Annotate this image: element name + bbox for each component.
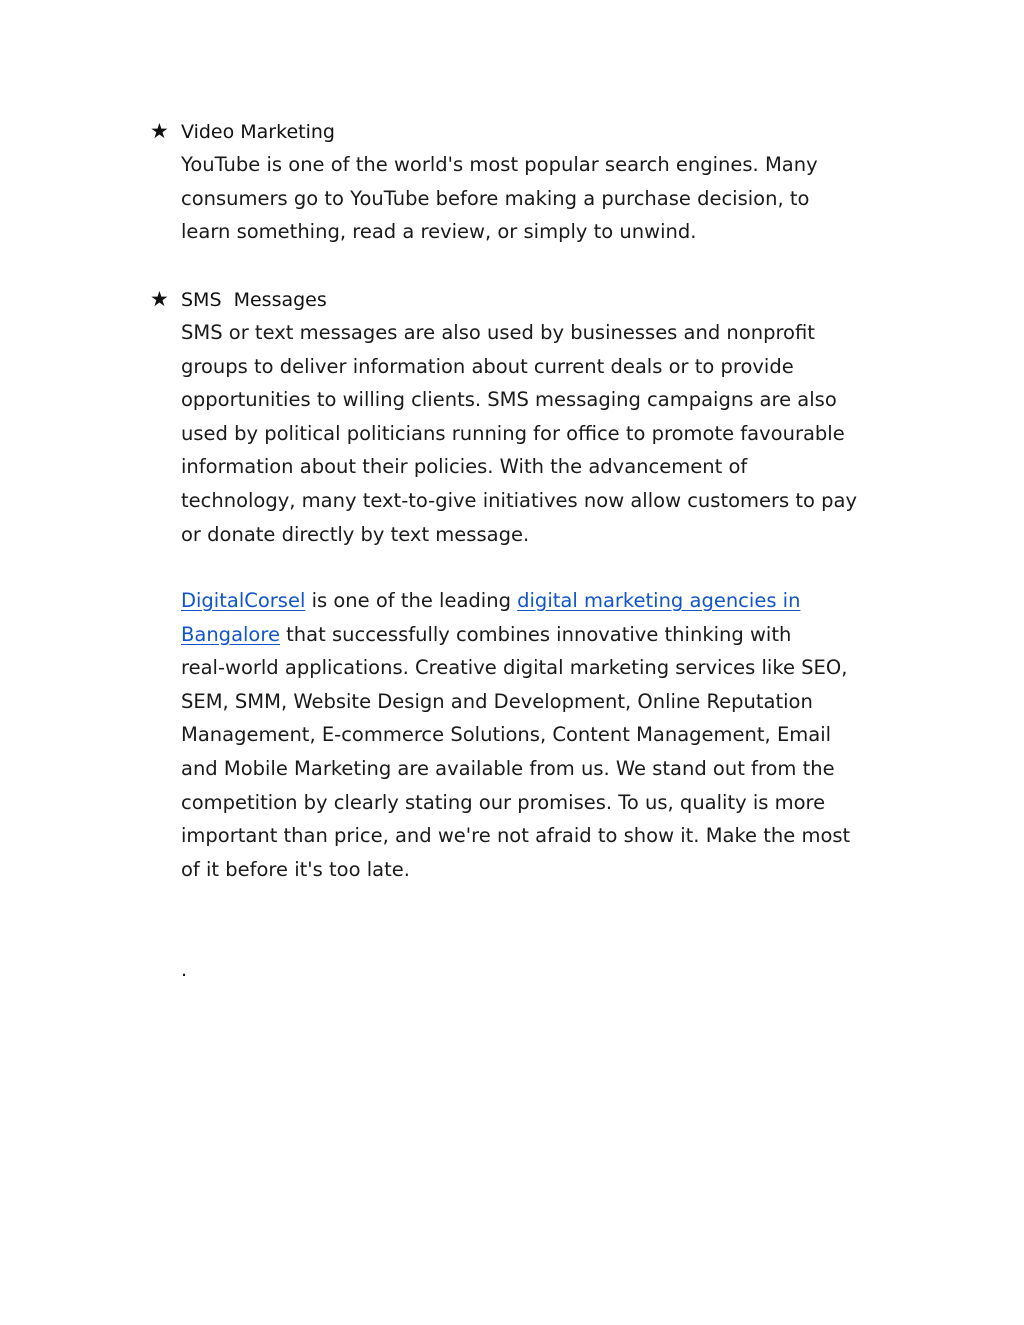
body-line — [181, 618, 909, 652]
body-line: opportunities to willing clients. SMS messaging campaigns are also — [181, 388, 837, 412]
section-heading: Video Marketing — [181, 121, 335, 143]
section-body — [181, 316, 909, 551]
body-line: competition by clearly stating our promises. To us, quality is more — [181, 790, 826, 814]
closing-paragraph — [181, 584, 909, 886]
section-video-marketing — [150, 114, 910, 249]
body-line: of it before it's too late. — [181, 857, 410, 881]
trailing-period: . — [181, 959, 188, 981]
star-bullet-icon: ★ — [150, 287, 169, 311]
body-line: used by political politicians running for office to promote favourable — [181, 421, 845, 445]
body-line: and Mobile Marketing are available from us. We stand out from the — [181, 756, 835, 780]
digitalcorsel-link[interactable]: DigitalCorsel — [181, 589, 306, 612]
body-line: learn something, read a review, or simply to unwind. — [181, 220, 697, 244]
body-line: real-world applications. Creative digital marketing services like SEO, — [181, 656, 848, 680]
bangalore-link[interactable]: Bangalore — [181, 622, 280, 646]
body-line: information about their policies. With the advancement of — [181, 455, 748, 479]
body-line: consumers go to YouTube before making a purchase decision, to — [181, 186, 810, 210]
body-line: technology, many text-to-give initiatives now allow customers to pay — [181, 488, 858, 512]
body-line: or donate directly by text message. — [181, 522, 530, 546]
body-text-span: is one of the leading — [305, 589, 518, 612]
body-line: SEM, SMM, Website Design and Development, Online Reputation — [181, 689, 813, 713]
body-line: important than price, and we're not afraid to show it. Make the most — [181, 824, 851, 848]
body-line: groups to deliver information about current deals or to provide — [181, 354, 794, 378]
star-bullet-icon: ★ — [150, 119, 169, 143]
agencies-link[interactable]: digital marketing agencies in — [517, 589, 801, 612]
section-heading-row — [150, 114, 910, 148]
body-line: Management, E-commerce Solutions, Content Management, Email — [181, 723, 832, 747]
section-heading: SMS Messages — [181, 289, 327, 311]
section-sms-messages — [150, 282, 910, 551]
body-line — [181, 584, 909, 618]
body-text-span: that successfully combines innovative thinking with — [279, 622, 792, 646]
body-line: SMS or text messages are also used by businesses and nonprofit — [181, 321, 815, 344]
body-line: YouTube is one of the world's most popular search engines. Many — [181, 153, 818, 176]
section-heading-row — [150, 282, 910, 316]
section-body — [181, 148, 909, 249]
